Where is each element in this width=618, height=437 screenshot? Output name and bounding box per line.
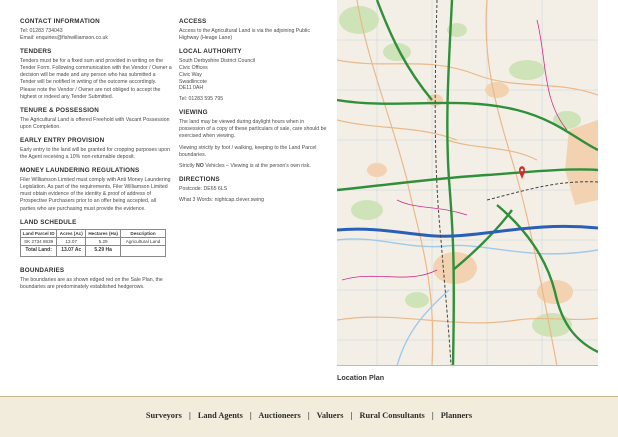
cell-acres: 13.07: [57, 238, 86, 246]
authority-line-5: DE11 0AH: [179, 85, 204, 92]
footer-item-auctioneers: Auctioneers: [258, 411, 301, 420]
col-header-acres: Acres (Ac): [57, 229, 86, 237]
col-header-hectares: Hectares (Ha): [86, 229, 121, 237]
local-authority-title: LOCAL AUTHORITY: [179, 48, 242, 56]
land-schedule-title: LAND SCHEDULE: [20, 218, 77, 226]
contact-title: CONTACT INFORMATION: [20, 18, 100, 25]
footer-separator: |: [188, 411, 191, 420]
directions-postcode: Postcode: DE65 6LS: [179, 185, 228, 192]
viewing-text-3-prefix: Strictly: [179, 162, 197, 169]
total-label: Total Land:: [21, 246, 57, 256]
table-total-row: [21, 246, 166, 256]
cell-hectares: 5.29: [86, 238, 121, 246]
total-hectares: 5.29 Ha: [86, 246, 121, 256]
viewing-text-1: The land may be viewed during daylight hours when in possession of a copy of these particulars of sale, care should be exercised when viewing.: [179, 119, 327, 140]
location-map: [337, 0, 598, 366]
footer-bar: [0, 396, 618, 437]
cell-description: Agricultural Land: [121, 238, 166, 246]
contact-tel: Tel: 01283 734043: [20, 28, 63, 34]
access-title: ACCESS: [179, 18, 207, 25]
authority-tel: Tel: 01283 595 795: [179, 96, 224, 103]
viewing-text-2: Viewing strictly by foot / walking, keeping to the Land Parcel boundaries.: [179, 144, 317, 158]
directions-title: DIRECTIONS: [179, 175, 220, 183]
footer-separator: |: [431, 411, 434, 420]
tenders-title: TENDERS: [20, 48, 52, 56]
map-land: [337, 0, 598, 366]
authority-line-4: Swadlincote: [179, 78, 207, 85]
map-caption: Location Plan: [337, 373, 385, 382]
total-acres: 13.07 Ac: [57, 246, 86, 256]
directions-what3words: What 3 Words: nightcap.clever.swing: [179, 196, 264, 203]
middle-column: [179, 0, 331, 204]
footer-item-surveyors: Surveyors: [145, 411, 182, 420]
viewing-text-3-strong: NO: [196, 162, 204, 169]
footer-item-rural-consultants: Rural Consultants: [359, 411, 425, 420]
early-entry-title: EARLY ENTRY PROVISION: [20, 136, 105, 144]
total-empty: [121, 246, 166, 256]
contact-email: Email: enquiries@fishwilliamson.co.uk: [20, 35, 109, 42]
viewing-text-3-suffix: Vehicles – Viewing is at the person's own risk.: [203, 162, 311, 169]
footer-separator: |: [249, 411, 252, 420]
tenders-text: Tenders must be for a fixed sum and provided in writing on the Tender Form. Following communication with the Vendor / Owner a decision will be made and any person who has submitted a Tender will be notified in writing of the outcome accordingly. Please note the Vendor / Owner are not obliged to accept the highest or indeed any Tender Submitted.: [20, 58, 172, 100]
left-column: [20, 0, 172, 291]
viewing-title: VIEWING: [179, 109, 208, 117]
money-laundering-text: Filer Williamson Limited must comply with Anti Money Laundering Legislation. As part of the requirements, Filer Williamson Limited must obtain evidence of the identity & proof of address of Prospective Purchasers prior to an offer being accepted, all parties who are purchasing must provide the evidence.: [20, 177, 171, 212]
footer-item-land-agents: Land Agents: [197, 411, 243, 420]
boundaries-text: The boundaries are as shown edged red on the Sale Plan, the boundaries are predominately established hedgerows.: [20, 276, 163, 290]
early-entry-text: Early entry to the land will be granted for cropping purposes upon the Agent receiving a 10% non-returnable deposit.: [20, 146, 170, 161]
access-text: Access to the Agricultural Land is via the adjoining Public Highway (Heage Lane): [179, 28, 310, 42]
table-header-row: [21, 229, 166, 237]
boundaries-title: BOUNDARIES: [20, 266, 65, 274]
footer-item-planners: Planners: [440, 411, 473, 420]
land-schedule-table: [20, 229, 166, 257]
money-laundering-title: MONEY LAUNDERING REGULATIONS: [20, 167, 140, 175]
viewing-text-3: [179, 163, 331, 170]
col-header-parcel: Land Parcel ID: [21, 229, 57, 237]
cell-parcel: SK 2734 8639: [21, 238, 57, 246]
footer-separator: |: [350, 411, 353, 420]
table-row: [21, 238, 166, 246]
authority-line-2: Civic Offices: [179, 64, 208, 71]
authority-line-3: Civic Way: [179, 71, 202, 78]
col-header-description: Description: [121, 229, 166, 237]
location-map-graphic: [337, 0, 598, 366]
footer-separator: |: [307, 411, 310, 420]
authority-line-1: South Derbyshire District Council: [179, 58, 256, 65]
footer-services: [0, 411, 618, 420]
tenure-text: The Agricultural Land is offered Freehold with Vacant Possession upon Completion.: [20, 116, 170, 130]
footer-item-valuers: Valuers: [316, 411, 344, 420]
tenure-title: TENURE & POSSESSION: [20, 106, 100, 114]
